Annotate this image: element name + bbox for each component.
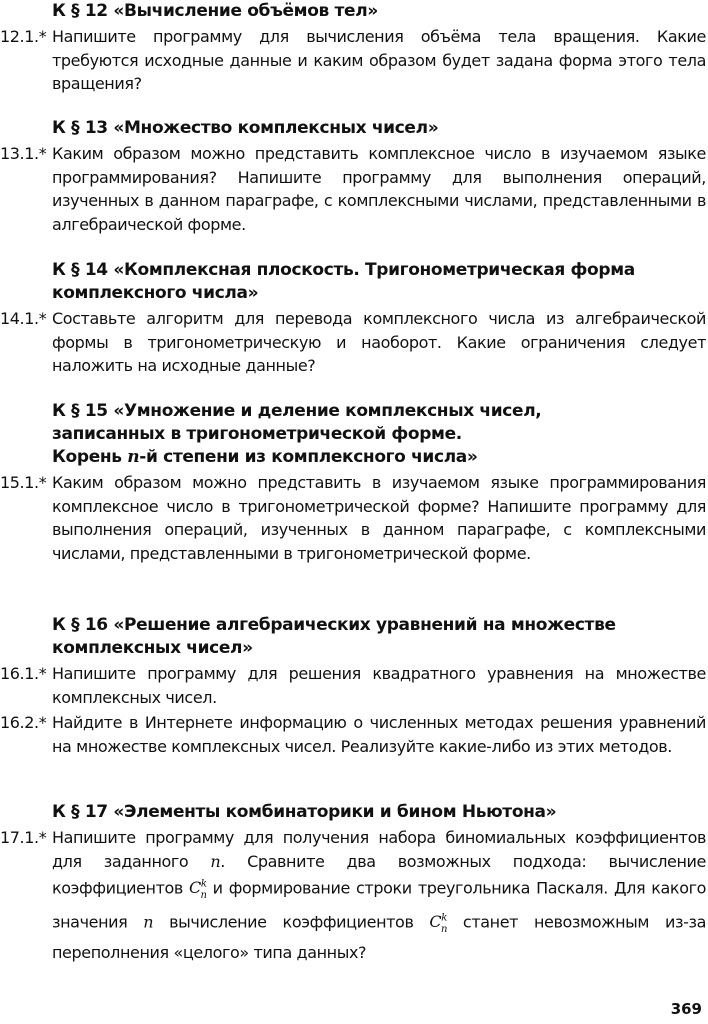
exercise-number: 14.1.* [0,309,47,328]
text-part: . Сравните два возможных подхода: вычисление коэффициентов [52,851,706,898]
exercise-text [52,826,706,965]
exercise-number: 12.1.* [0,27,47,46]
exercise-number: 13.1.* [0,144,47,163]
exercise-number: 16.2.* [0,713,47,732]
binomial-coefficient [189,878,207,901]
section-heading: К § 12 «Вычисление объёмов тел» [52,1,378,21]
section-16 [0,614,708,758]
section-12 [0,0,708,96]
exercise-text: Напишите программу для вычисления объёма тела вращения. Какие требуются исходные данные и каким образом будет задана форма этого тела вращения? [52,27,706,93]
section-heading: К § 17 «Элементы комбинаторики и бином Ньютона» [52,802,557,822]
exercise-12-1 [0,25,708,96]
text-part: вычисление коэффициентов [153,912,430,932]
section-heading [52,400,692,469]
section-14 [0,259,708,378]
exercise-number: 16.1.* [0,664,47,683]
exercise-15-1 [0,471,708,565]
section-heading: К § 13 «Множество комплексных чисел» [52,118,439,138]
math-n: n [127,447,140,467]
math-sub-n: n [200,889,207,901]
math-n: n [210,851,221,871]
exercise-16-1 [0,662,708,709]
exercise-13-1 [0,142,708,236]
math-sub-n: n [440,923,447,935]
exercise-text: Составьте алгоритм для перевода комплексного числа из алгебраической формы в тригонометрическую и наоборот. Какие ограничения следует наложить на исходные данные? [52,309,706,375]
heading-line-end: -й степени из комплексного числа» [139,447,478,467]
math-c: C [189,878,201,898]
exercise-text: Найдите в Интернете информацию о численных методах решения уравнений на множестве комплексных чисел. Реализуйте какие-либо из этих методов. [52,713,706,756]
exercise-14-1 [0,307,708,378]
text-part: Напишите программу для получения набора биномиальных коэффициентов для заданного [52,828,706,871]
section-15 [0,400,708,565]
section-heading: К § 14 «Комплексная плоскость. Тригонометрическая форма комплексного числа» [52,260,635,303]
math-sup-k: k [200,879,207,890]
heading-line [52,446,692,469]
exercise-16-2 [0,711,708,758]
section-heading: К § 16 «Решение алгебраических уравнений на множестве комплексных чисел» [52,615,616,658]
exercise-number: 15.1.* [0,473,47,492]
section-13 [0,117,708,236]
section-17 [0,801,708,965]
exercise-17-1 [0,826,708,965]
math-sup-k: k [441,913,447,925]
heading-line: записанных в тригонометрической форме. [52,424,462,444]
text-part: и формирование строки треугольника Паскаля. Для какого значения [52,878,706,932]
text-part: станет невозможным из-за переполнения «целого» типа данных? [52,912,706,963]
binomial-coefficient [429,912,447,935]
math-n: n [143,912,154,932]
math-c: C [429,912,442,932]
page-number: 369 [670,1000,702,1018]
heading-line: К § 15 «Умножение и деление комплексных чисел, [52,401,542,421]
heading-line-start: Корень [52,447,128,467]
exercise-text: Напишите программу для решения квадратного уравнения на множестве комплексных чисел. [52,664,706,707]
exercise-text: Каким образом можно представить в изучаемом языке программирования комплексное число в тригонометрической форме? Напишите программу для выполнения операций, изученных в данном параграфе, с комплексными числами, представленными в тригонометрической форме. [52,473,706,563]
exercise-number: 17.1.* [0,828,47,847]
exercise-text: Каким образом можно представить комплексное число в изучаемом языке программирования? Напишите программу для выполнения операций, изученных в данном параграфе, с комплексными числами, представленными в алгебраической форме. [52,144,706,234]
